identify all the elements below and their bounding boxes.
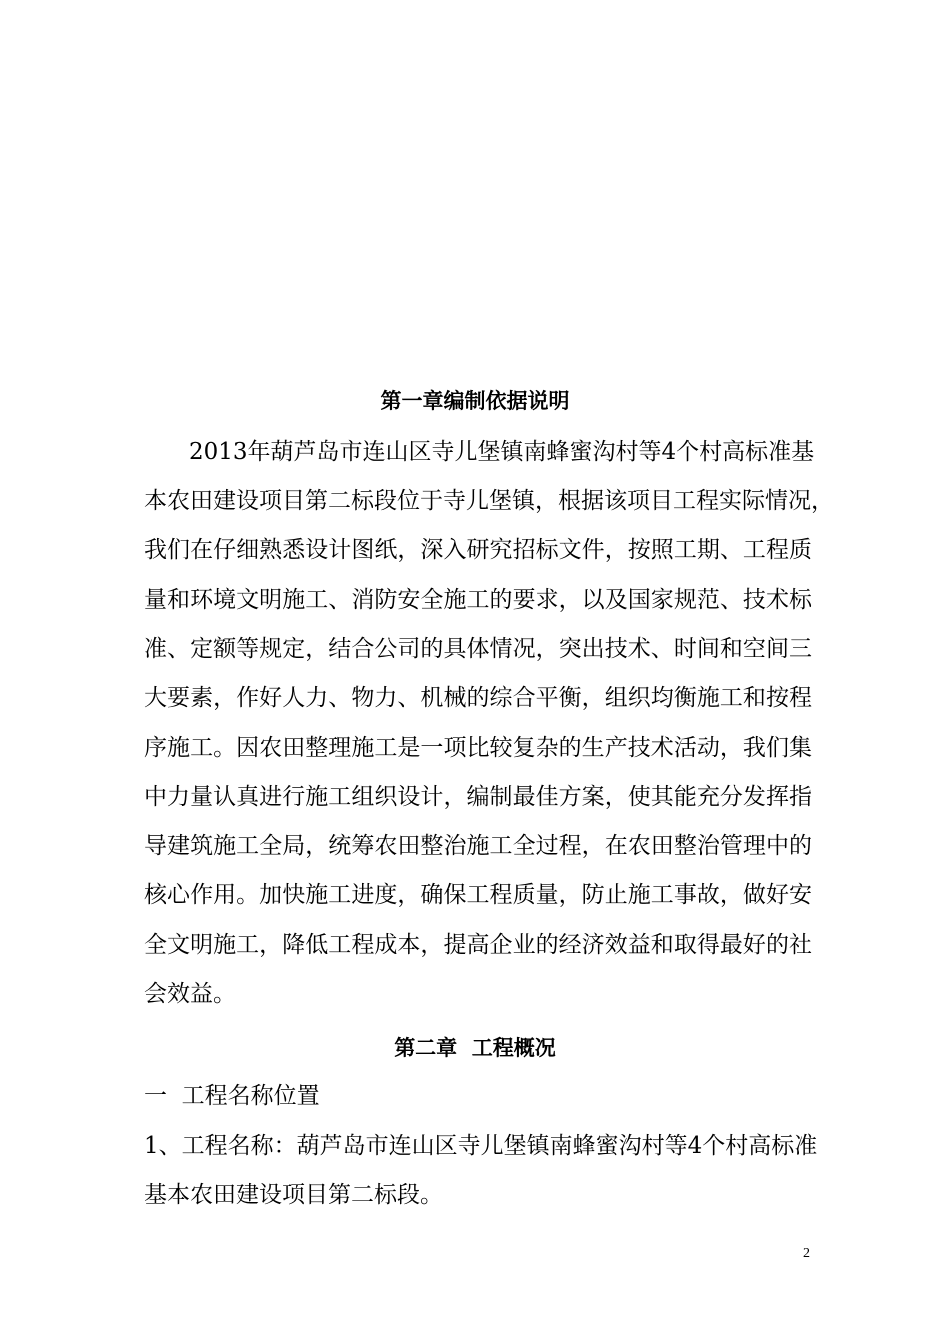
paragraph-line: 会效益。 (144, 981, 236, 1007)
paragraph-line: 量和环境文明施工、消防安全施工的要求，以及国家规范、技术标 (144, 587, 812, 613)
paragraph-line: 序施工。因农田整理施工是一项比较复杂的生产技术活动，我们集 (144, 735, 812, 761)
page-number: 2 (803, 1246, 810, 1261)
paragraph-line: 准、定额等规定，结合公司的具体情况，突出技术、时间和空间三 (144, 636, 812, 662)
paragraph-line: 核心作用。加快施工进度，确保工程质量，防止施工事故，做好安 (144, 882, 812, 908)
paragraph-line: 我们在仔细熟悉设计图纸，深入研究招标文件，按照工期、工程质 (144, 537, 812, 563)
chapter-1-title: 第一章编制依据说明 (380, 389, 570, 413)
paragraph-line: 中力量认真进行施工组织设计，编制最佳方案，使其能充分发挥指 (144, 784, 812, 810)
paragraph-line: 全文明施工，降低工程成本，提高企业的经济效益和取得最好的社 (144, 932, 812, 958)
paragraph-line: 大要素，作好人力、物力、机械的综合平衡，组织均衡施工和按程 (144, 685, 812, 711)
section-heading: 一 工程名称位置 (144, 1083, 320, 1109)
list-item-line: 基本农田建设项目第二标段。 (144, 1182, 443, 1208)
list-item-line: 1、工程名称：葫芦岛市连山区寺儿堡镇南蜂蜜沟村等4个村高标准 (144, 1133, 818, 1159)
chapter-2-title: 第二章 工程概况 (394, 1036, 556, 1060)
paragraph-line: 2013年葫芦岛市连山区寺儿堡镇南蜂蜜沟村等4个村高标准基 (189, 439, 815, 465)
paragraph-line: 本农田建设项目第二标段位于寺儿堡镇，根据该项目工程实际情况， (144, 488, 834, 514)
paragraph-line: 导建筑施工全局，统筹农田整治施工全过程，在农田整治管理中的 (144, 833, 812, 859)
